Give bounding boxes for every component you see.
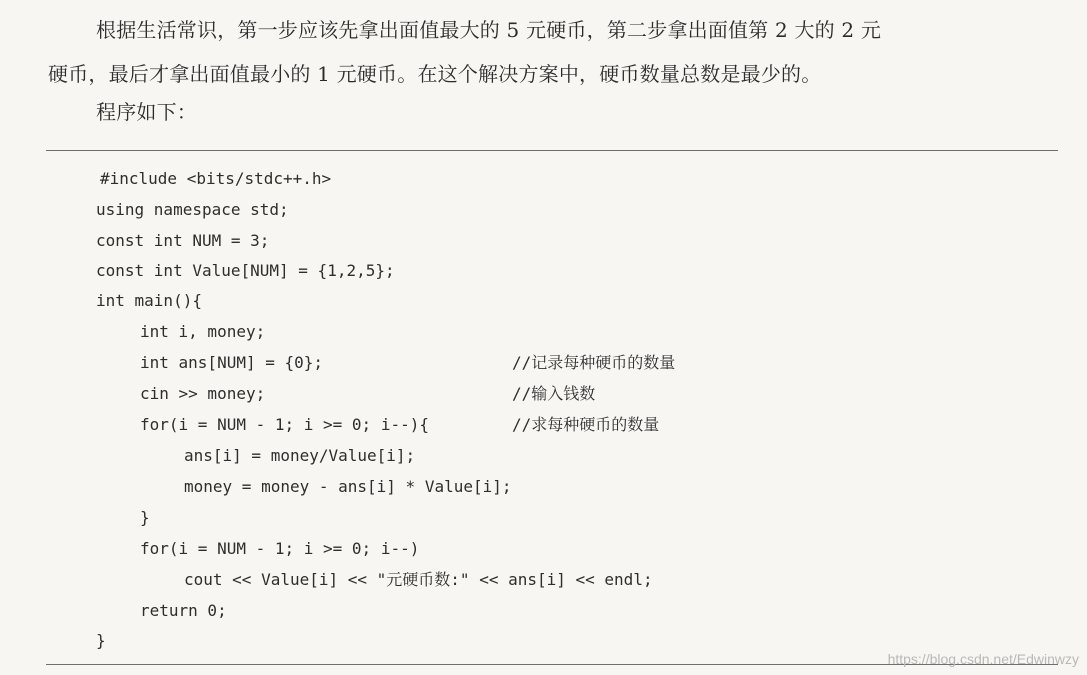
code-line-using: using namespace std; bbox=[96, 200, 289, 219]
watermark-url: https://blog.csdn.net/Edwinwzy bbox=[887, 651, 1079, 667]
code-line-for-2: for(i = NUM - 1; i >= 0; i--) bbox=[140, 539, 420, 558]
code-line-money-update: money = money - ans[i] * Value[i]; bbox=[184, 477, 512, 496]
paragraph-line-1: 根据生活常识，第一步应该先拿出面值最大的 5 元硬币，第二步拿出面值第 2 大的 2 元 bbox=[96, 18, 882, 42]
code-line-include: #include <bits/stdc++.h> bbox=[100, 169, 332, 188]
code-line-const-num: const int NUM = 3; bbox=[96, 231, 270, 250]
code-line-ans-calc: ans[i] = money/Value[i]; bbox=[184, 446, 416, 465]
code-comment-for1: //求每种硬币的数量 bbox=[512, 415, 660, 434]
code-line-return: return 0; bbox=[140, 601, 227, 620]
code-line-declare-vars: int i, money; bbox=[140, 322, 266, 341]
paragraph-program-intro: 程序如下： bbox=[96, 100, 197, 124]
code-line-close-for: } bbox=[140, 508, 150, 527]
code-line-ans-init: int ans[NUM] = {0}; bbox=[140, 353, 324, 372]
code-comment-cin: //输入钱数 bbox=[512, 384, 596, 403]
code-line-for-1: for(i = NUM - 1; i >= 0; i--){ bbox=[140, 415, 429, 434]
code-comment-ans: //记录每种硬币的数量 bbox=[512, 353, 676, 372]
code-line-main: int main(){ bbox=[96, 291, 202, 310]
code-block-top-rule bbox=[46, 150, 1058, 151]
paragraph-line-2: 硬币，最后才拿出面值最小的 1 元硬币。在这个解决方案中，硬币数量总数是最少的。 bbox=[48, 62, 822, 86]
code-line-cin: cin >> money; bbox=[140, 384, 266, 403]
code-line-cout: cout << Value[i] << "元硬币数:" << ans[i] << endl; bbox=[184, 570, 653, 589]
code-line-const-value: const int Value[NUM] = {1,2,5}; bbox=[96, 261, 395, 280]
code-line-close-main: } bbox=[96, 631, 106, 650]
